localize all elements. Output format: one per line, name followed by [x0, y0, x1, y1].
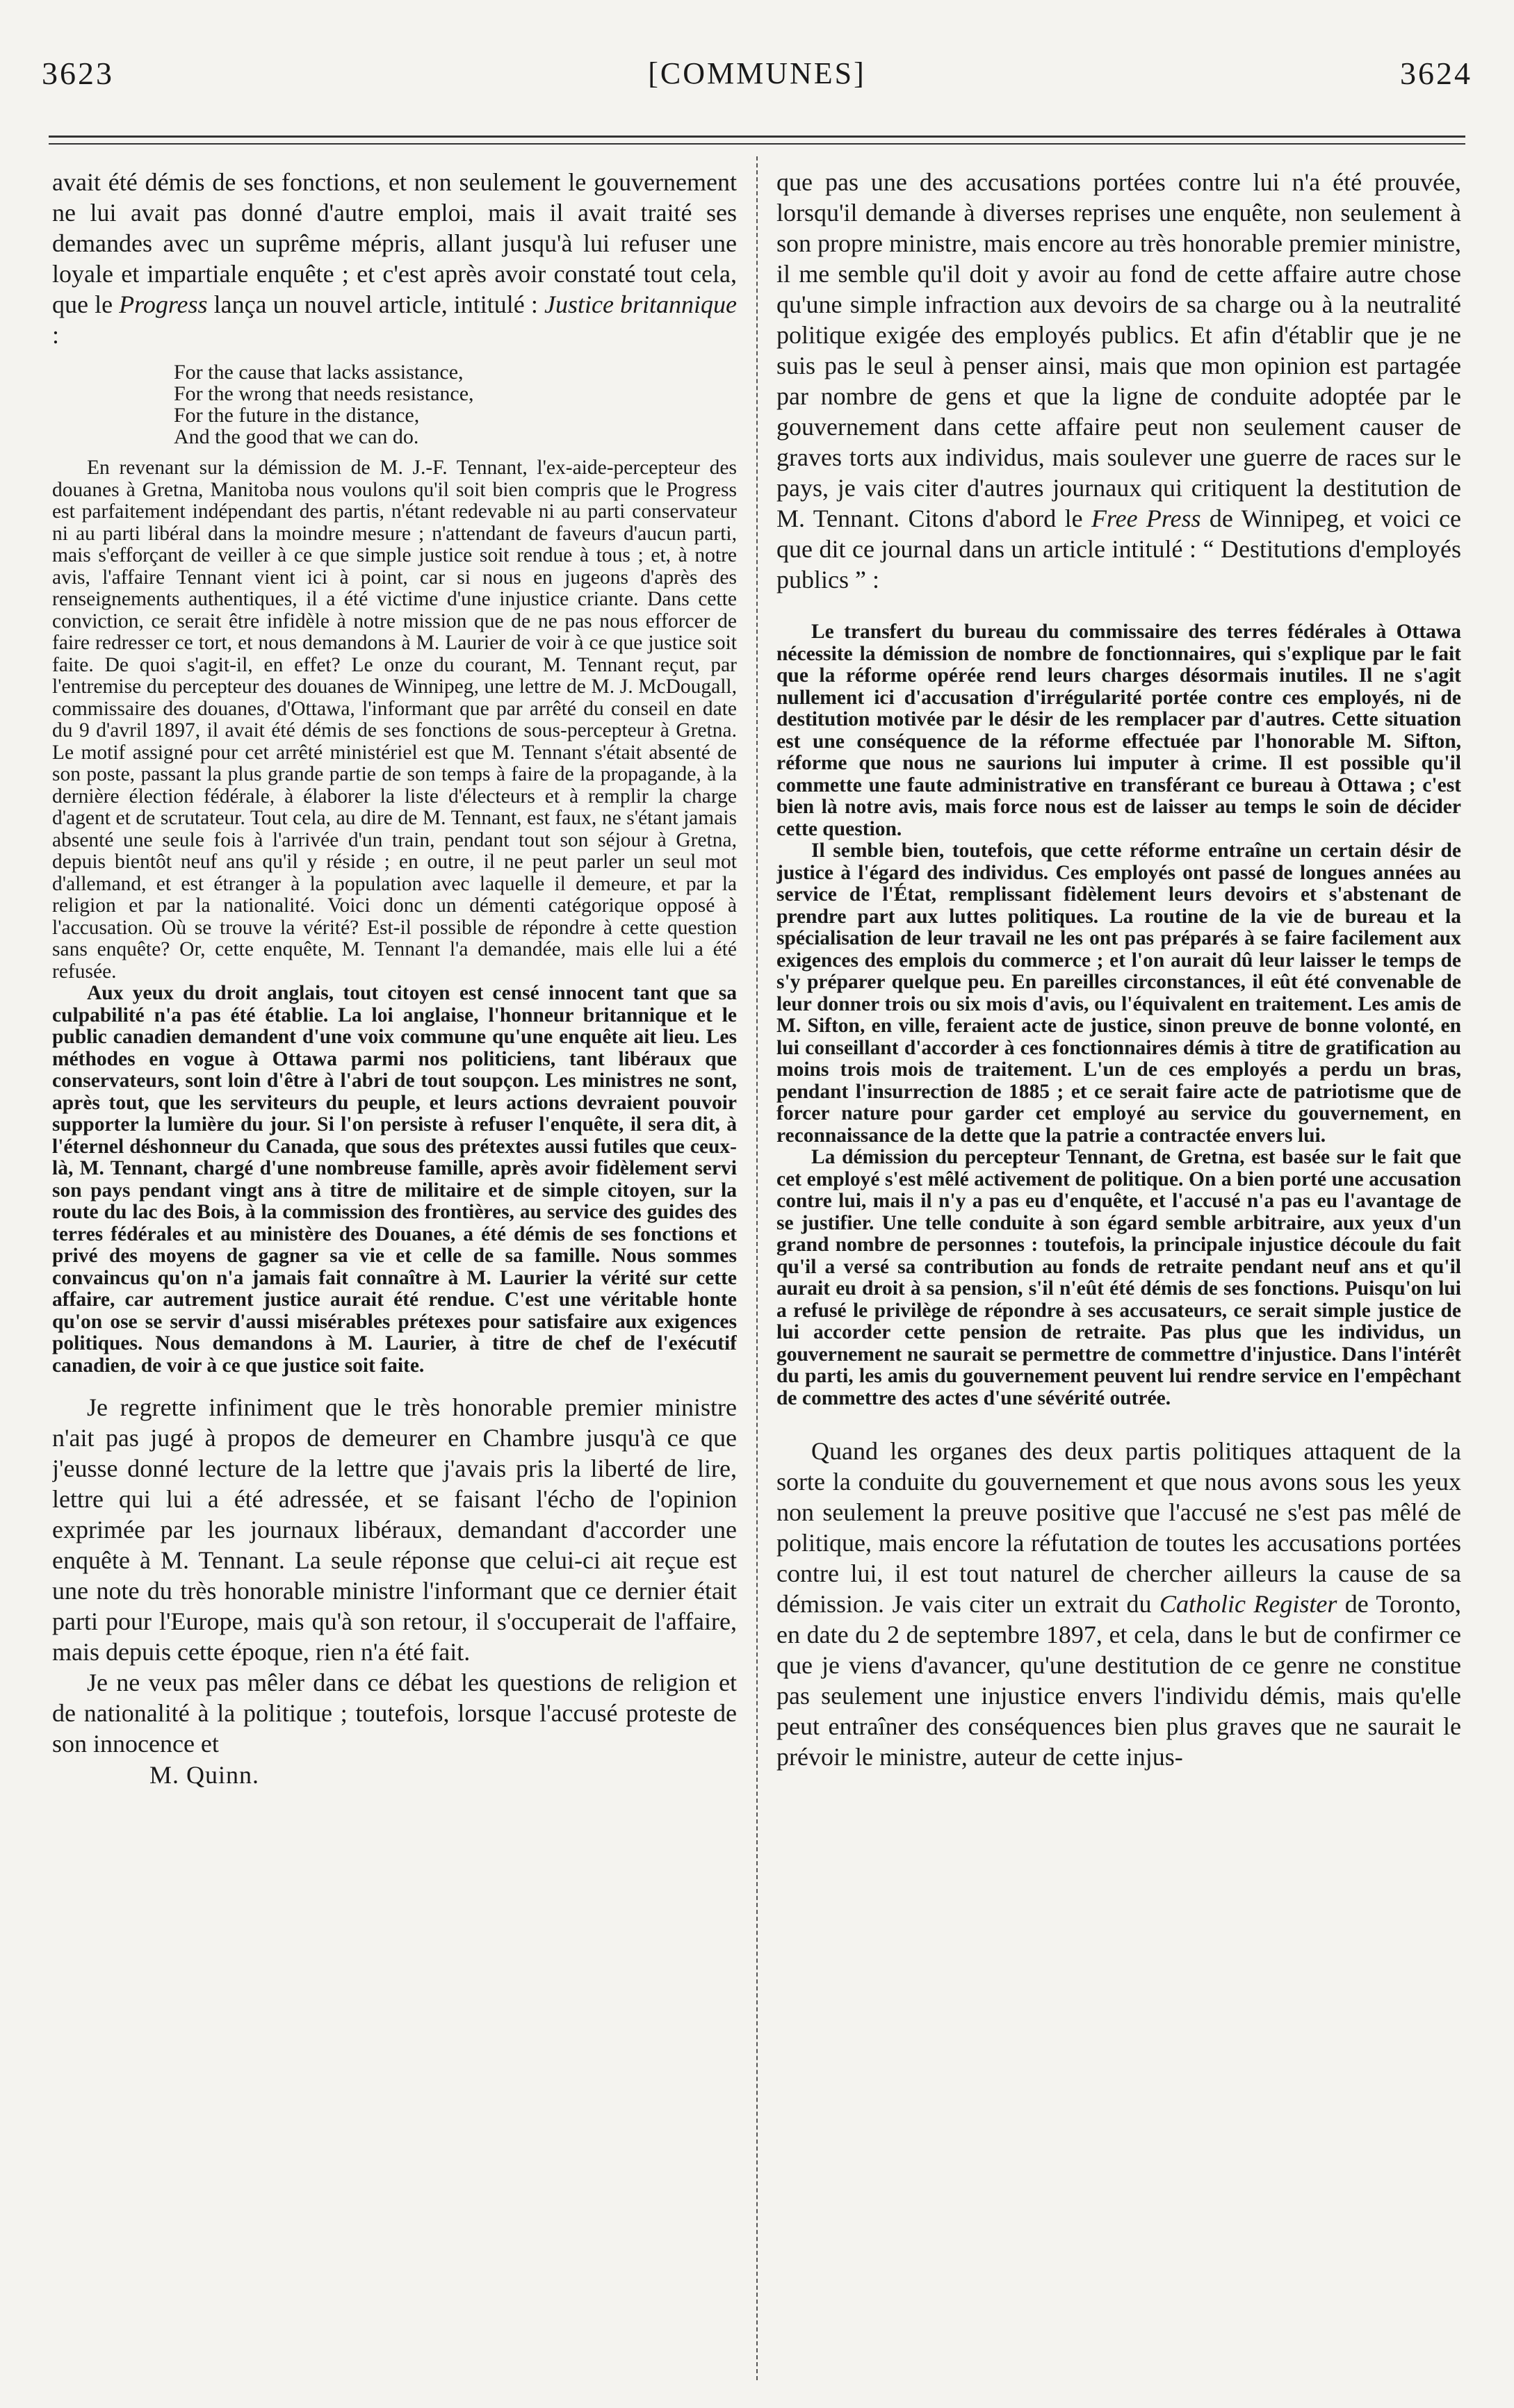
paragraph-text: de Toronto, en date du 2 de septembre 1897, et cela, dans le but de confirmer ce que je viens d'avancer, qu'une destitution de ce genre ne constitue pas seulement une injustice envers l'individu démis, mais qu'elle peut entraîner des conséquences bien plus graves que ne saurait le prévoir le ministre, auteur de cette injus- [776, 1590, 1461, 1771]
poem-quote [52, 361, 737, 448]
column-divider [756, 156, 758, 2380]
right-page-number: 3624 [1399, 55, 1472, 91]
paragraph: Je ne veux pas mêler dans ce débat les questions de religion et de nationalité à la politique ; toutefois, lorsque l'accusé proteste de son innocence et [52, 1669, 737, 1758]
header-rule [49, 136, 1465, 145]
speaker-name: M. Quinn. [149, 1761, 260, 1789]
quoted-paragraph: La démission du percepteur Tennant, de Gretna, est basée sur le fait que cet employé s'est mêlé activement de politique. On a bien porté une accusation contre lui, mais il n'y a pas eu d'enquête, et l'accusé n'a pas eu l'avantage de se justifier. Une telle conduite à son égard semble arbitraire, aux yeux d'un grand nombre de personnes : toutefois, la principale injustice découle du fait qu'il a versé sa contribution au fonds de retraite pendant neuf ans et qu'il aurait eu droit à sa pension, s'il n'eût été démis de ses fonctions. Puisqu'on lui a refusé le privilège de répondre à ses accusateurs, ce serait simple justice de lui accorder cette pension de retraite. Pas plus que les individus, un gouvernement ne saurait se permettre de commettre d'injustice. Dans l'intérêt du parti, les amis du gouvernement peuvent lui rendre service en l'empêchant de commettre des actes d'une sévérité outrée. [776, 1146, 1461, 1409]
paragraph [776, 1436, 1461, 1772]
poem-line: And the good that we can do. [174, 425, 419, 448]
newspaper-name: Catholic Register [1159, 1590, 1337, 1618]
quoted-paragraph: Aux yeux du droit anglais, tout citoyen est censé innocent tant que sa culpabilité n'a pas été établie. La loi anglaise, l'honneur britannique et le public canadien demandent d'une voix commune qu'une enquête ait lieu. Les méthodes en vogue à Ottawa parmi nos politiciens, tant libéraux que conservateurs, sont loin d'être à l'abri de tout soupçon. Les ministres ne sont, après tout, que les serviteurs du peuple, et leurs actions devraient pouvoir supporter la lumière du jour. Si l'on persiste à refuser l'enquête, il sera dit, à l'éternel déshonneur du Canada, que sous des prétextes aussi futiles que ceux-là, M. Tennant, chargé d'une nombreuse famille, après avoir fidèlement servi son pays pendant vingt ans à titre de militaire et de simple citoyen, sur la route du lac des Bois, à la commission des frontières, au service des guides des terres fédérales et au ministère des Douanes, a été démis de ses fonctions et privé des moyens de gagner sa vie et celle de sa famille. Nous sommes convaincus qu'on n'a jamais fait connaître à M. Laurier la vérité sur cette affaire, car autrement justice aurait été rendue. C'est une véritable honte qu'on ose se servir d'aussi misérables prétexes pour satisfaire aux exigences politiques. Nous demandons à M. Laurier, à titre de chef de l'exécutif canadien, de voir à ce que justice soit faite. [52, 982, 737, 1377]
poem-line: For the future in the distance, [174, 404, 420, 427]
poem-line: For the cause that lacks assistance, [174, 361, 464, 384]
left-column [52, 167, 737, 2377]
article-title: Justice britannique [544, 290, 737, 318]
paragraph-text: de Winnipeg, et voici ce que dit ce journal dans un article intitulé : “ Destitutions d'employés publics ” : [776, 505, 1461, 593]
paragraph [776, 167, 1461, 595]
left-page-number: 3623 [42, 55, 114, 91]
quoted-paragraph: Le transfert du bureau du commissaire des terres fédérales à Ottawa nécessite la démission de nombre de fonctionnaires, qui s'explique par le fait que la réforme opérée rend leurs charges désormais inutiles. Il ne s'agit nullement ici d'accusation d'irrégularité portée contre ces employés, ni de destitution motivée par le désir de les remplacer par d'autres. Cette situation est une conséquence de la réforme effectuée par l'honorable M. Sifton, réforme que nous ne saurions lui imputer à crime. Il est possible qu'il commette une faute administrative en transférant ce bureau à Ottawa ; c'est bien là notre avis, mais force nous est de laisser au temps le soin de décider cette question. [776, 621, 1461, 840]
right-column [776, 167, 1461, 2377]
paragraph-text: avait été démis de ses fonctions, et non seulement le gouvernement ne lui avait pas donné d'autre emploi, mais il avait traité ses demandes avec un suprême mépris, allant jusqu'à lui refuser une loyale et impartiale enquête ; et c'est après avoir constaté tout cela, que le [52, 168, 737, 318]
paragraph-text: Quand les organes des deux partis politiques attaquent de la sorte la conduite du gouvernement et que nous avons sous les yeux non seulement la preuve positive que l'accusé ne s'est pas mêlé de politique, mais encore la réfutation de toutes les accusations portées contre lui, il est tout naturel de chercher ailleurs la cause de sa démission. Je vais citer un extrait du [776, 1437, 1461, 1618]
paragraph-text: lança un nouvel article, intitulé : [213, 290, 538, 318]
poem-line: For the wrong that needs resistance, [174, 382, 474, 405]
quoted-paragraph: Il semble bien, toutefois, que cette réforme entraîne un certain désir de justice à l'égard des individus. Ces employés ont passé de longues années au service de l'État, remplissant fidèlement leurs devoirs et s'abstenant de prendre part aux luttes politiques. La routine de la vie de bureau et la spécialisation de leur travail ne les ont pas préparés à se faire facilement aux exigences des emplois du commerce ; et l'on aurait dû leur laisser le temps de s'y préparer quelque peu. En pareilles circonstances, il eût été convenable de leur donner trois ou six mois d'avis, ou l'équivalent en traitement. Les amis de M. Sifton, en ville, feraient acte de justice, sinon preuve de bonne volonté, en lui conseillant d'accorder à ces fonctionnaires démis à titre de gratification au moins trois mois de traitement. L'un de ces employés a perdu un bras, pendant l'insurrection de 1885 ; et ce serait faire acte de patriotisme que de forcer nature pour garder cet employé au service du gouvernement, en reconnaissance de la dette que la patrie a contractée envers lui. [776, 839, 1461, 1147]
paragraph-text: : [52, 321, 60, 349]
running-title: [COMMUNES] [648, 56, 866, 90]
quoted-paragraph: En revenant sur la démission de M. J.-F. Tennant, l'ex-aide-percepteur des douanes à Gretna, Manitoba nous voulons qu'il soit bien compris que le Progress est parfaitement indépendant des partis, n'étant redevable ni au parti conservateur ni au parti libéral dans la moindre mesure ; n'attendant de faveurs d'aucun parti, mais s'efforçant de veiller à ce que simple justice soit rendue à tous ; et, à notre avis, l'affaire Tennant vient ici à point, car si nous en jugeons d'après des renseignements authentiques, il a été victime d'une injustice criante. Dans cette conviction, ce serait être infidèle à notre mission que de ne pas nous efforcer de faire redresser ce tort, et nous demandons à M. Laurier de voir à ce que justice soit faite. De quoi s'agit-il, en effet? Le onze du courant, M. Tennant reçut, par l'entremise du percepteur des douanes de Winnipeg, une lettre de M. J. McDougall, commissaire des douanes, d'Ottawa, l'informant que par arrêté du conseil en date du 9 d'avril 1897, il avait été démis de ses fonctions de sous-percepteur à Gretna. Le motif assigné pour cet arrêté ministériel est que M. Tennant s'était absenté de son poste, passant la plus grande partie de son temps à faire de la propagande, à la dernière élection fédérale, à élaborer la liste d'électeurs et à remplir la charge d'agent et de scrutateur. Tout cela, au dire de M. Tennant, est faux, ne s'étant jamais absenté une seule fois à l'arrivée d'un train, pendant tout son séjour à Gretna, depuis bientôt neuf ans qu'il y réside ; en outre, il ne peut parler un seul mot d'allemand, et est étranger à la population avec laquelle il demeure, et par la religion et par la nationalité. Voici donc un démenti catégorique opposé à l'accusation. Où se trouve la vérité? Est-il possible de répondre à cette question sans enquête? Or, cette enquête, M. Tennant l'a demandée, mais elle lui a été refusée. [52, 457, 737, 983]
newspaper-name: Progress [119, 290, 208, 318]
page-header [42, 49, 1472, 97]
paragraph: Je regrette infiniment que le très honorable premier ministre n'ait pas jugé à propos de demeurer en Chambre jusqu'à ce que j'eusse donné lecture de la lettre que j'avais pris la liberté de lire, lettre qui lui a été adressée, et se faisant l'écho de l'opinion exprimée par les journaux libéraux, demandant d'accorder une enquête à M. Tennant. La seule réponse que celui-ci ait reçue est une note du très honorable ministre l'informant que ce dernier était parti pour l'Europe, mais qu'à son retour, il s'occuperait de l'affaire, mais depuis cette époque, rien n'a été fait. [52, 1393, 737, 1666]
paragraph-text: que pas une des accusations portées contre lui n'a été prouvée, lorsqu'il demande à diverses reprises une enquête, non seulement à son propre ministre, mais encore au très honorable premier ministre, il me semble qu'il doit y avoir au fond de cette affaire autre chose qu'une simple infraction aux devoirs de sa charge ou à la neutralité politique exigée des employés publics. Et afin d'établir que je ne suis pas le seul à penser ainsi, mais que mon opinion est partagée par nombre de gens et que la ligne de conduite adoptée par le gouvernement dans cette affaire peut non seulement causer de graves torts aux individus, mais soulever une guerre de races sur le pays, je vais citer d'autres journaux qui critiquent la destitution de M. Tennant. Citons d'abord le [776, 168, 1461, 532]
newspaper-name: Free Press [1091, 505, 1201, 532]
paragraph [52, 167, 737, 350]
